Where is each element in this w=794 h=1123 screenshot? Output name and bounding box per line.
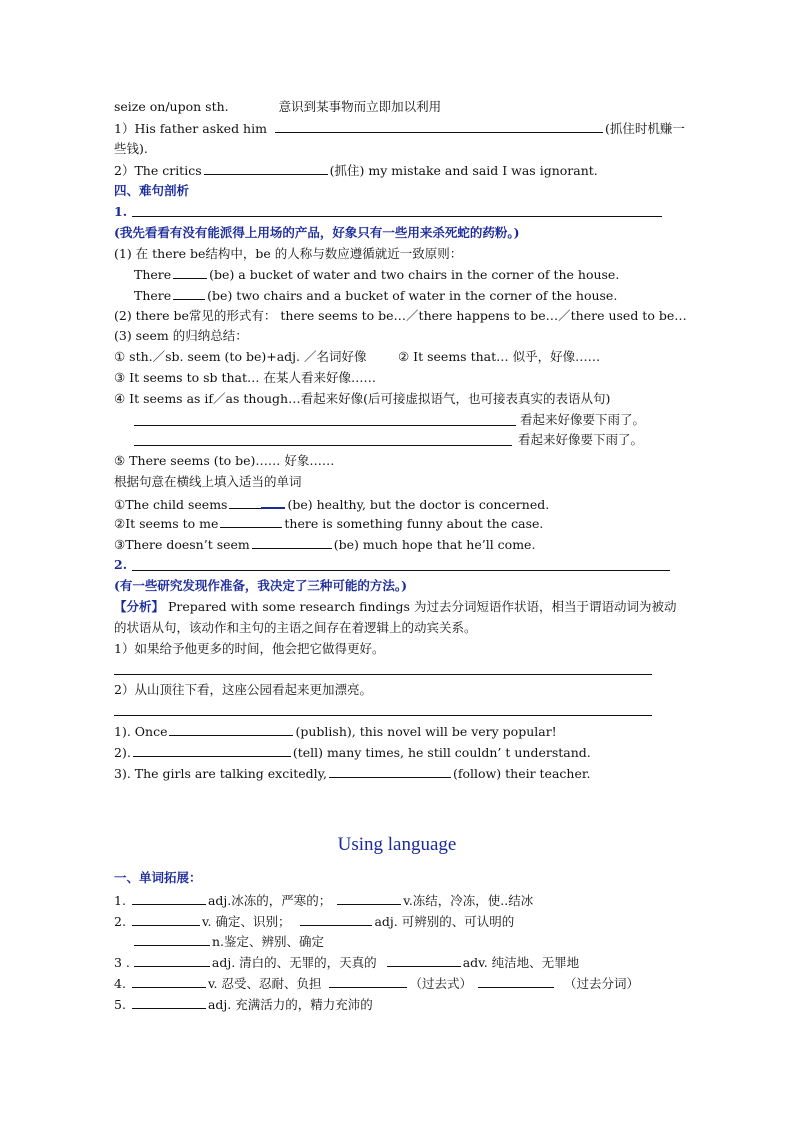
- answer-blank[interactable]: [173, 287, 205, 300]
- answer-blank[interactable]: [300, 913, 372, 926]
- seem-usage-5: ⑤ There seems (to be)…… 好象……: [114, 453, 335, 468]
- fill-item-3: ③There doesn’t seem (be) much hope that he’ll come.: [114, 537, 536, 552]
- answer-line[interactable]: [132, 570, 670, 571]
- translate-1: 1）如果给予他更多的时间，他会把它做得更好。: [114, 641, 385, 656]
- answer-blank[interactable]: [134, 954, 210, 967]
- rule-3: (3) seem 的归纳总结：: [114, 328, 248, 343]
- rule-2: (2) there be常见的形式有： there seems to be…／there happens to be…／there used to be…: [114, 308, 687, 323]
- exercise-1: 1). Once (publish), this novel will be very popular!: [114, 724, 557, 739]
- example-2: 2）The critics (抓住) my mistake and said I was ignorant.: [114, 163, 598, 178]
- word-item-1: 1. adj.冰冻的，严寒的； v.冻结，冷冻，使..结冰: [114, 893, 534, 908]
- answer-line[interactable]: [132, 216, 662, 217]
- question-2-number: 2.: [114, 557, 128, 572]
- answer-line[interactable]: [114, 715, 652, 716]
- rule-1-example-a: There (be) a bucket of water and two chairs in the corner of the house.: [134, 267, 620, 282]
- seem-usage-1: ① sth.／sb. seem (to be)+adj. ／名词好像: [114, 349, 367, 364]
- fill-item-2: ②It seems to me there is something funny about the case.: [114, 516, 544, 531]
- phrase-line: [114, 99, 441, 115]
- seem-usage-2: ② It seems that… 似乎，好像……: [398, 349, 601, 364]
- answer-line[interactable]: [134, 445, 512, 446]
- example-1: 1）His father asked him (抓住时机赚一: [114, 121, 685, 136]
- seem-usage-4: ④ It seems as if／as though…看起来好像(后可接虚拟语气，也可接表真实的表语从句): [114, 391, 611, 406]
- answer-blank[interactable]: [387, 954, 461, 967]
- word-item-2-cont: n.鉴定、辨别、确定: [134, 933, 324, 950]
- answer-blank[interactable]: [220, 515, 282, 528]
- answer-blank[interactable]: [134, 933, 210, 946]
- translate-2: 2）从山顶往下看，这座公园看起来更加漂亮。: [114, 682, 372, 697]
- answer-blank[interactable]: [132, 892, 206, 905]
- answer-blank[interactable]: [337, 892, 401, 905]
- answer-line[interactable]: [114, 674, 652, 675]
- example-1-cont: 些钱).: [114, 141, 148, 156]
- seem-usage-4-example-2: 看起来好像要下雨了。: [518, 432, 644, 447]
- rule-1-example-b: There (be) two chairs and a bucket of water in the corner of the house.: [134, 288, 618, 303]
- phrase-term: seize on/upon sth.: [114, 99, 229, 114]
- word-item-3: 3 . adj. 清白的、无罪的，天真的 adv. 纯洁地、无罪地: [114, 955, 580, 970]
- answer-blank[interactable]: [204, 162, 328, 175]
- section-title-using-language: Using language: [337, 834, 457, 855]
- answer-blank[interactable]: [132, 913, 200, 926]
- question-1-chinese: (我先看看有没有能派得上用场的产品，好象只有一些用来杀死蛇的药粉。): [114, 225, 520, 240]
- answer-line[interactable]: [134, 425, 516, 426]
- fill-instruction: 根据句意在横线上填入适当的单词: [114, 474, 302, 489]
- section-heading-word-expansion: 一、单词拓展：: [114, 870, 202, 885]
- word-item-2: 2. v. 确定、识别； adj. 可辨别的、可认明的: [114, 914, 515, 929]
- answer-blank[interactable]: [132, 996, 206, 1009]
- analysis-line-2: 的状语从句，该动作和主句的主语之间存在着逻辑上的动宾关系。: [114, 620, 477, 635]
- exercise-2: 2). (tell) many times, he still couldn’ t understand.: [114, 745, 591, 760]
- fill-item-1: ①The child seems (be) healthy, but the doctor is concerned.: [114, 497, 550, 512]
- exercise-3: 3). The girls are talking excitedly, (follow) their teacher.: [114, 766, 591, 781]
- answer-blank[interactable]: [133, 744, 291, 757]
- answer-blank[interactable]: [169, 723, 293, 736]
- rule-1: (1) 在 there be结构中，be 的人称与数应遵循就近一致原则：: [114, 246, 463, 261]
- answer-blank[interactable]: [252, 536, 332, 549]
- question-1-number: 1.: [114, 204, 128, 219]
- answer-blank[interactable]: [478, 975, 554, 988]
- answer-blank[interactable]: [329, 975, 407, 988]
- seem-usage-4-example-1: 看起来好像要下雨了。: [520, 412, 646, 427]
- word-item-4: 4. v. 忍受、忍耐、负担 （过去式） （过去分词）: [114, 976, 639, 991]
- word-item-5: 5. adj. 充满活力的，精力充沛的: [114, 997, 373, 1012]
- answer-blank[interactable]: [275, 120, 603, 133]
- phrase-meaning: 意识到某事物而立即加以利用: [278, 99, 442, 114]
- analysis-tag: 【分析】: [114, 599, 165, 614]
- answer-blank[interactable]: [329, 765, 451, 778]
- answer-blank[interactable]: [173, 266, 207, 279]
- section-heading-difficult-sentences: 四、难句剖析: [114, 183, 190, 198]
- question-2-chinese: (有一些研究发现作准备，我决定了三种可能的方法。): [114, 578, 408, 593]
- answer-blank[interactable]: [261, 495, 285, 509]
- answer-blank[interactable]: [229, 496, 261, 509]
- answer-blank[interactable]: [132, 975, 206, 988]
- seem-usage-3: ③ It seems to sb that… 在某人看来好像……: [114, 370, 376, 385]
- analysis-line-1: 【分析】 Prepared with some research findings 为过去分词短语作状语，相当于谓语动词为被动: [114, 599, 677, 614]
